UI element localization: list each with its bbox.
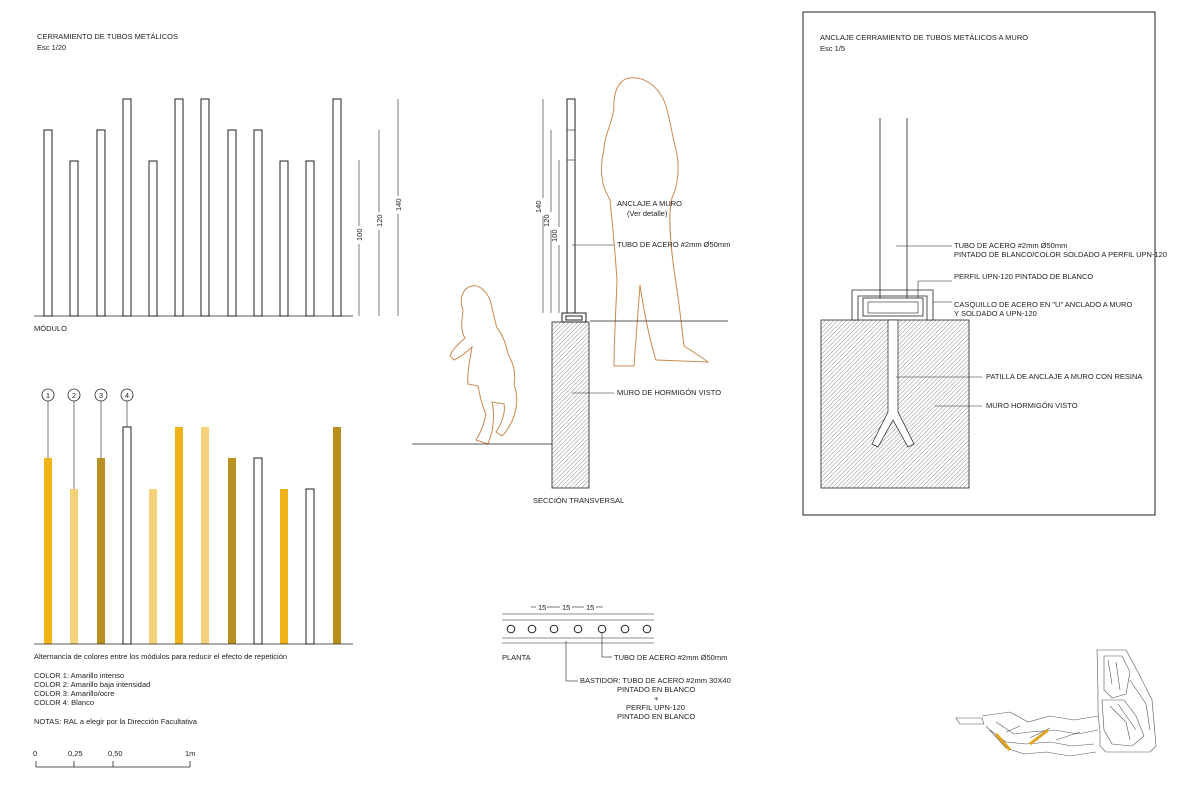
color-marker-number: 4 (124, 391, 130, 400)
color-tube-1 (175, 427, 183, 644)
plan-tubes (507, 625, 651, 633)
elevation-tube (254, 130, 262, 316)
elevation-tube (175, 99, 183, 316)
scale-label-0: 0 (33, 749, 38, 758)
legend-color-3: COLOR 3: Amarillo/ocre (34, 689, 115, 698)
plan-view (502, 603, 731, 721)
plan-dim-2: 15 (562, 603, 571, 612)
scale-label-025: 0,25 (68, 749, 83, 758)
color-tube-4 (123, 427, 131, 644)
label-tubo: TUBO DE ACERO #2mm Ø50mm (617, 240, 731, 249)
color-caption: Alternancia de colores entre los módulos para reducir el efecto de repetición (34, 652, 288, 661)
steel-tube (567, 99, 575, 313)
bastidor-line-1: BASTIDOR: TUBO DE ACERO #2mm 30X40 (580, 676, 731, 685)
dimension-120: 120 (375, 214, 384, 227)
concrete-wall (552, 322, 589, 488)
elevation-scale: Esc 1/20 (37, 43, 67, 52)
bastidor-plus: + (654, 694, 659, 703)
bastidor-line-2: PINTADO EN BLANCO (617, 685, 696, 694)
detail-muro: MURO HORMIGÓN VISTO (986, 401, 1078, 410)
label-anclaje: ANCLAJE A MURO (617, 199, 683, 208)
adult-silhouette (602, 78, 708, 366)
upn-inner (868, 302, 918, 313)
color-marker-number: 2 (71, 391, 77, 400)
anchor-detail (803, 12, 1167, 515)
color-tube-3 (97, 458, 105, 644)
plan-label: PLANTA (502, 653, 531, 662)
detail-casquillo-2: Y SOLDADO A UPN-120 (954, 309, 1037, 318)
color-marker-number: 3 (98, 391, 104, 400)
legend-color-4: COLOR 4: Blanco (34, 698, 95, 707)
elevation-tube (70, 161, 78, 316)
elevation-tube (123, 99, 131, 316)
elevation-tube (306, 161, 314, 316)
dimension-140: 140 (394, 198, 403, 211)
elevation-tube (228, 130, 236, 316)
color-tube-1 (44, 458, 52, 644)
color-tube-1 (280, 489, 288, 644)
color-tube-2 (70, 489, 78, 644)
color-tube-3 (333, 427, 341, 644)
color-tubes (44, 427, 341, 644)
legend-color-2: COLOR 2: Amarillo baja intensidad (34, 680, 151, 689)
label-muro: MURO DE HORMIGÓN VISTO (617, 388, 722, 397)
bastidor-line-4: PINTADO EN BLANCO (617, 712, 696, 721)
elevation-tube (97, 130, 105, 316)
anchor-inner (566, 316, 582, 320)
elevation-view (34, 32, 403, 333)
notes-text: NOTAS: RAL a elegir por la Dirección Facultativa (34, 717, 197, 726)
elevation-tube (44, 130, 52, 316)
elevation-tube (149, 161, 157, 316)
scale-label-050: 0,50 (108, 749, 123, 758)
bastidor-line-3: PERFIL UPN-120 (626, 703, 685, 712)
plan-dim-3: 15 (586, 603, 595, 612)
key-plan (956, 650, 1156, 756)
elevation-title: CERRAMIENTO DE TUBOS METÁLICOS (37, 32, 178, 41)
section-caption: SECCIÓN TRANSVERSAL (533, 496, 625, 505)
detail-patilla: PATILLA DE ANCLAJE A MURO CON RESINA (986, 372, 1143, 381)
graphic-scale (33, 749, 195, 767)
dimension-120: 120 (542, 214, 551, 227)
module-label: MÓDULO (34, 324, 67, 333)
color-elevation-view (33, 389, 353, 767)
detail-casquillo-1: CASQUILLO DE ACERO EN "U" ANCLADO A MURO (954, 300, 1133, 309)
dimension-140: 140 (534, 200, 543, 213)
color-tube-4 (306, 489, 314, 644)
elevation-tube (201, 99, 209, 316)
detail-perfil: PERFIL UPN-120 PINTADO DE BLANCO (954, 272, 1094, 281)
elevation-tubes (44, 99, 341, 316)
cross-section-view (412, 78, 730, 505)
child-silhouette (450, 286, 517, 444)
legend-color-1: COLOR 1: Amarillo intenso (34, 671, 125, 680)
color-tube-2 (201, 427, 209, 644)
plan-tubo-label: TUBO DE ACERO #2mm Ø50mm (614, 653, 728, 662)
elevation-tube (333, 99, 341, 316)
color-tube-3 (228, 458, 236, 644)
color-markers (42, 389, 133, 489)
label-ver-detalle: (Ver detalle) (627, 209, 668, 218)
elevation-tube (280, 161, 288, 316)
dimension-100: 100 (355, 228, 364, 241)
detail-title: ANCLAJE CERRAMIENTO DE TUBOS METÁLICOS A MURO (820, 33, 1029, 42)
plan-dim-1: 15 (538, 603, 547, 612)
dimension-100: 100 (550, 229, 559, 242)
detail-scale: Esc 1/5 (820, 44, 846, 53)
detail-tubo-2: PINTADO DE BLANCO/COLOR SOLDADO A PERFIL UPN-120 (954, 250, 1167, 259)
color-tube-2 (149, 489, 157, 644)
scale-label-1m: 1m (185, 749, 196, 758)
color-tube-4 (254, 458, 262, 644)
color-marker-number: 1 (45, 391, 51, 400)
detail-tubo-1: TUBO DE ACERO #2mm Ø50mm (954, 241, 1068, 250)
